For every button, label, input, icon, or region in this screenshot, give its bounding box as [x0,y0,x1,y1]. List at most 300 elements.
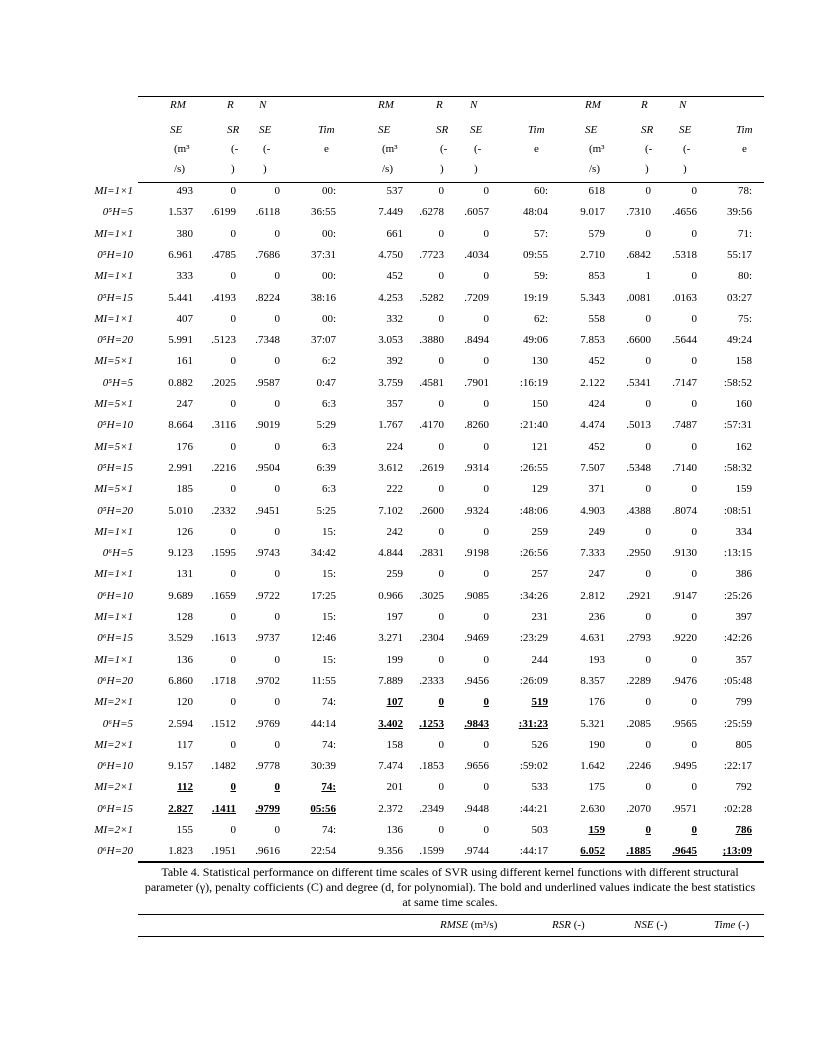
header-cell: RM [170,99,186,111]
table-cell: 44:14 [310,717,336,730]
table-cell: 15: [321,568,336,581]
table-cell: .9843 [464,717,489,730]
table-cell: 03:27 [726,291,752,304]
table-cell: :26:56 [519,547,548,560]
table-cell: :13:15 [723,547,752,560]
table-cell: .4388 [626,504,651,517]
table-cell: 0 [645,483,651,496]
table-cell: .2070 [626,802,651,815]
table-cell: 112 [177,781,193,794]
table-cell: 0 [483,738,489,751]
table-cell: :44:17 [519,845,548,858]
table-cell: 0 [483,483,489,496]
header-cell: /s) [589,163,600,175]
table-cell: .7723 [419,248,444,261]
table-cell: 0 [645,355,651,368]
table-cell: 0 [274,270,280,283]
table-cell: 537 [386,185,403,197]
table-cell: .7901 [464,376,489,389]
table-cell: 7.889 [378,674,403,687]
table-cell: 0 [274,398,280,410]
table-cell: 9.689 [168,589,193,602]
header-cell: ) [645,163,649,175]
table-cell: .3880 [419,334,444,347]
table-cell: :08:51 [723,504,752,517]
table-cell: 0 [438,312,444,325]
table-cell: 175 [588,781,605,794]
row-label: MI=5×1 [94,483,133,496]
table-cell: .9198 [464,547,489,560]
table-cell: .7487 [672,419,697,432]
table-cell: 160 [735,398,752,410]
table-cell: 5:29 [316,419,336,432]
table-cell: 0 [230,227,236,240]
table-cell: 37:31 [310,248,336,261]
table-cell: 0.966 [378,589,403,602]
table-cell: .4193 [211,291,236,304]
table-cell: 59: [533,270,548,283]
table-cell: 161 [176,355,193,368]
table-cell: 558 [588,312,605,325]
table-cell: 117 [176,738,193,751]
table-cell: 0 [230,483,236,496]
table-cell: 0 [274,185,280,197]
table-cell: 80: [737,270,752,283]
table-cell: 0 [691,653,697,666]
table-cell: 9.017 [580,206,605,219]
header-cell: (- [474,143,482,155]
table-cell: .9744 [464,845,489,858]
table-cell: 236 [588,611,605,623]
table-cell: 49:24 [726,334,752,347]
table-cell: .0081 [626,291,651,304]
table-cell: .9565 [672,717,697,730]
table-cell: .1599 [419,845,444,858]
table-cell: 17:25 [310,589,336,602]
table-cell: 150 [531,398,548,410]
table-cell: 257 [531,568,548,581]
table-cell: .5341 [626,376,651,389]
header-cell: SE [679,124,692,136]
table-cell: 0 [438,696,444,709]
row-label: MI=2×1 [94,738,133,751]
table-cell: 09:55 [522,248,548,261]
row-label: MI=1×1 [94,611,133,623]
table-cell: 0 [230,440,236,453]
table-cell: 1.642 [580,760,605,773]
table-cell: 130 [531,355,548,368]
table-cell: 0 [274,440,280,453]
table-cell: 2.710 [580,248,605,261]
table-cell: 0 [230,781,236,794]
table-cell: 190 [588,738,605,751]
header-cell: (- [440,143,448,155]
table-cell: 0 [438,781,444,794]
table-cell: 0 [645,653,651,666]
table-cell: .9130 [672,547,697,560]
table-cell: 0 [691,312,697,325]
table-cell: :57:31 [723,419,752,432]
table-cell: :16:19 [519,376,548,389]
header-cell: ) [231,163,235,175]
table-cell: 1.537 [168,206,193,219]
table-cell: 121 [531,440,548,453]
table-cell: 0 [645,185,651,197]
table-cell: :44:21 [519,802,548,815]
table-cell: .9456 [464,674,489,687]
table-cell: 0 [438,398,444,410]
header-cell: e [742,143,747,155]
table-cell: 0 [438,824,444,836]
table-cell: 49:06 [522,334,548,347]
table-cell: 0 [274,483,280,496]
table-cell: 0 [274,568,280,581]
header-cell: RM [585,99,601,111]
table-cell: 6:3 [321,483,336,496]
table-cell: .2246 [626,760,651,773]
table-cell: .4170 [419,419,444,432]
table-cell: .3116 [211,419,236,432]
row-label: 0⁵H=15 [97,291,133,304]
header-cell: N [679,99,687,111]
row-label: 0⁵H=10 [97,248,133,261]
header-cell: ) [440,163,444,175]
table-cell: 357 [735,653,752,666]
row-label: MI=1×1 [94,270,133,283]
table-cell: 155 [176,824,193,836]
table-cell: 4.844 [378,547,403,560]
table-cell: .3025 [419,589,444,602]
table-cell: .1613 [211,632,236,645]
table-cell: 6:3 [321,440,336,453]
header-cell: e [534,143,539,155]
table-cell: 107 [386,696,403,709]
table-cell: .5013 [626,419,651,432]
table-cell: 159 [588,824,605,836]
table-cell: 48:04 [522,206,548,219]
row-label: MI=5×1 [94,440,133,453]
row-label: 0⁵H=10 [97,419,133,432]
table-cell: 176 [588,696,605,709]
row-label: MI=1×1 [94,227,133,240]
table-cell: .9448 [464,802,489,815]
table-cell: 2.812 [580,589,605,602]
table-cell: :58:32 [723,461,752,474]
table-cell: 0 [438,227,444,240]
table-cell: 452 [386,270,403,283]
table-cell: 8.664 [168,419,193,432]
row-label: MI=1×1 [94,568,133,581]
table-cell: 503 [531,824,548,836]
table-cell: :58:52 [723,376,752,389]
table-cell: 36:55 [310,206,336,219]
table-cell: :05:48 [723,674,752,687]
table-cell: 0 [438,185,444,197]
table-cell: 222 [386,483,403,496]
row-label: MI=5×1 [94,398,133,410]
header-cell: ) [683,163,687,175]
table-cell: 6:39 [316,461,336,474]
header-cell: (- [231,143,239,155]
table-cell: 371 [588,483,605,496]
table-cell: 2.594 [168,717,193,730]
table-cell: 231 [531,611,548,623]
table-cell: .1659 [211,589,236,602]
table-cell: .8224 [255,291,280,304]
table-cell: 0 [230,355,236,368]
row-label: 0⁶H=20 [97,674,133,687]
table-cell: :23:29 [519,632,548,645]
table-cell: .9656 [464,760,489,773]
table-cell: 3.053 [378,334,403,347]
header-cell: N [470,99,478,111]
table-cell: .9587 [255,376,280,389]
header-cell: SE [170,124,183,136]
table-cell: 452 [588,440,605,453]
table-cell: 0 [230,824,236,836]
table-cell: :22:17 [723,760,752,773]
table-cell: 0 [230,568,236,581]
header-cell: (m³ [382,143,398,155]
header-cell: SE [259,124,272,136]
table-cell: 0 [230,398,236,410]
table-cell: 159 [735,483,752,496]
table-cell: 6.961 [168,248,193,261]
table-cell: .0163 [672,291,697,304]
table-cell: .9722 [255,589,280,602]
table-cell: .7686 [255,248,280,261]
row-label: 0⁵H=20 [97,504,133,517]
table-cell: :25:59 [723,717,752,730]
table-cell: 0.882 [168,376,193,389]
table-cell: 00: [321,270,336,283]
table-cell: 853 [588,270,605,283]
table-cell: :42:26 [723,632,752,645]
table-cell: 0 [483,185,489,197]
table-cell: 2.122 [580,376,605,389]
table-cell: 162 [735,440,752,453]
table-cell: 0 [230,185,236,197]
table-cell: 15: [321,653,336,666]
table-cell: 0 [645,696,651,709]
header-cell: R [641,99,648,111]
table-cell: .9571 [672,802,697,815]
table-cell: 386 [735,568,752,581]
table-cell: .7348 [255,334,280,347]
table-cell: 75: [737,312,752,325]
table-cell: 4.750 [378,248,403,261]
header-cell: Tim [736,124,753,136]
table-cell: 5:25 [316,504,336,517]
table-cell: .9476 [672,674,697,687]
table-cell: 249 [588,525,605,538]
table-cell: 15: [321,611,336,623]
table-cell: 0 [438,483,444,496]
table-cell: 0 [483,227,489,240]
table-cell: 3.759 [378,376,403,389]
table-cell: 3.402 [378,717,403,730]
table-cell: 129 [531,483,548,496]
table-cell: 242 [386,525,403,538]
table-cell: .9737 [255,632,280,645]
footer-top-rule [138,914,764,915]
header-cell: R [227,99,234,111]
row-label: 0⁵H=5 [102,376,133,389]
table-cell: .6118 [255,206,280,219]
table-cell: .2921 [626,589,651,602]
table-cell: 3.529 [168,632,193,645]
table-cell: 60: [533,185,548,197]
table-cell: .2289 [626,674,651,687]
table-cell: 0 [230,525,236,538]
table-cell: 193 [588,653,605,666]
footer-rsr: RSR (-) [552,919,585,931]
table-cell: 78: [737,185,752,197]
table-cell: 4.474 [580,419,605,432]
header-cell: SR [641,124,654,136]
table-cell: 12:46 [310,632,336,645]
table-cell: 533 [531,781,548,794]
table-cell: .2085 [626,717,651,730]
header-cell: SE [470,124,483,136]
table-cell: 0 [483,653,489,666]
table-cell: .9799 [255,802,280,815]
table-cell: .2619 [419,461,444,474]
table-cell: 55:17 [726,248,752,261]
table-cell: 0 [691,824,697,836]
table-cell: 34:42 [310,547,336,560]
table-cell: 7.853 [580,334,605,347]
row-label: 0⁶H=20 [97,845,133,858]
table-cell: 05:56 [310,802,336,815]
row-label: MI=5×1 [94,355,133,368]
table-cell: 38:16 [310,291,336,304]
footer-nse: NSE (-) [634,919,668,931]
table-cell: 618 [588,185,605,197]
table-cell: 0 [438,653,444,666]
table-cell: 6:2 [321,355,336,368]
table-cell: 0 [438,525,444,538]
table-cell: 2.372 [378,802,403,815]
table-cell: 5.441 [168,291,193,304]
table-cell: .9645 [672,845,697,858]
header-cell: /s) [382,163,393,175]
table-cell: 6:3 [321,398,336,410]
table-cell: 493 [176,185,193,197]
table-cell: 247 [588,568,605,581]
table-cell: 247 [176,398,193,410]
table-cell: 0 [691,355,697,368]
table-cell: 7.474 [378,760,403,773]
table-cell: 0 [274,738,280,751]
row-label: 0⁶H=15 [97,802,133,815]
table-cell: .2216 [211,461,236,474]
table-cell: .5348 [626,461,651,474]
row-label: MI=2×1 [94,696,133,709]
table-cell: 0 [483,781,489,794]
table-cell: .8074 [672,504,697,517]
table-cell: 0 [483,398,489,410]
table-cell: 792 [735,781,752,794]
table-cell: 00: [321,227,336,240]
table-cell: 74: [321,738,336,751]
table-cell: 0 [691,738,697,751]
table-cell: .4656 [672,206,697,219]
table-cell: 0 [230,312,236,325]
table-cell: .6600 [626,334,651,347]
header-cell: (- [683,143,691,155]
table-cell: :25:26 [723,589,752,602]
header-cell: R [436,99,443,111]
header-cell: SE [585,124,598,136]
table-cell: 5.010 [168,504,193,517]
table-cell: 126 [176,525,193,538]
table-cell: 0 [483,440,489,453]
table-cell: .1253 [419,717,444,730]
table-cell: 4.631 [580,632,605,645]
table-cell: 3.612 [378,461,403,474]
row-label: MI=1×1 [94,185,133,197]
header-cell: SR [436,124,449,136]
table-cell: 259 [531,525,548,538]
table-cell: 0 [483,611,489,623]
table-cell: 0 [645,568,651,581]
header-cell: SE [378,124,391,136]
table-cell: 74: [321,696,336,709]
table-cell: 424 [588,398,605,410]
table-cell: 0 [645,440,651,453]
row-label: 0⁵H=20 [97,334,133,347]
table-cell: 136 [176,653,193,666]
table-cell: 9.356 [378,845,403,858]
table-cell: 11:55 [311,674,336,687]
footer-time: Time (-) [714,919,750,931]
table-cell: .2600 [419,504,444,517]
table-cell: .2304 [419,632,444,645]
header-cell: Tim [318,124,335,136]
footer-bottom-rule [138,936,764,937]
table-cell: 7.507 [580,461,605,474]
table-cell: 2.991 [168,461,193,474]
table-cell: .1853 [419,760,444,773]
table-cell: 805 [735,738,752,751]
row-label: 0⁶H=5 [102,547,133,560]
table-cell: .9314 [464,461,489,474]
table-cell: .4785 [211,248,236,261]
table-cell: .9451 [255,504,280,517]
table-cell: 333 [176,270,193,283]
table-cell: .6057 [464,206,489,219]
table-cell: 00: [321,312,336,325]
table-cell: .1885 [626,845,651,858]
table-cell: .9769 [255,717,280,730]
table-cell: 0 [645,824,651,836]
table-cell: 199 [386,653,403,666]
table-cell: 0 [438,611,444,623]
table-cell: .2349 [419,802,444,815]
table-cell: 2.630 [580,802,605,815]
table-cell: 0 [230,738,236,751]
table-cell: 30:39 [310,760,336,773]
header-cell: (- [263,143,271,155]
table-cell: 0 [274,696,280,709]
table-cell: 332 [386,312,403,325]
table-cell: :21:40 [519,419,548,432]
row-label: 0⁶H=10 [97,760,133,773]
header-cell: (m³ [589,143,605,155]
header-cell: ) [263,163,267,175]
table-cell: .9702 [255,674,280,687]
